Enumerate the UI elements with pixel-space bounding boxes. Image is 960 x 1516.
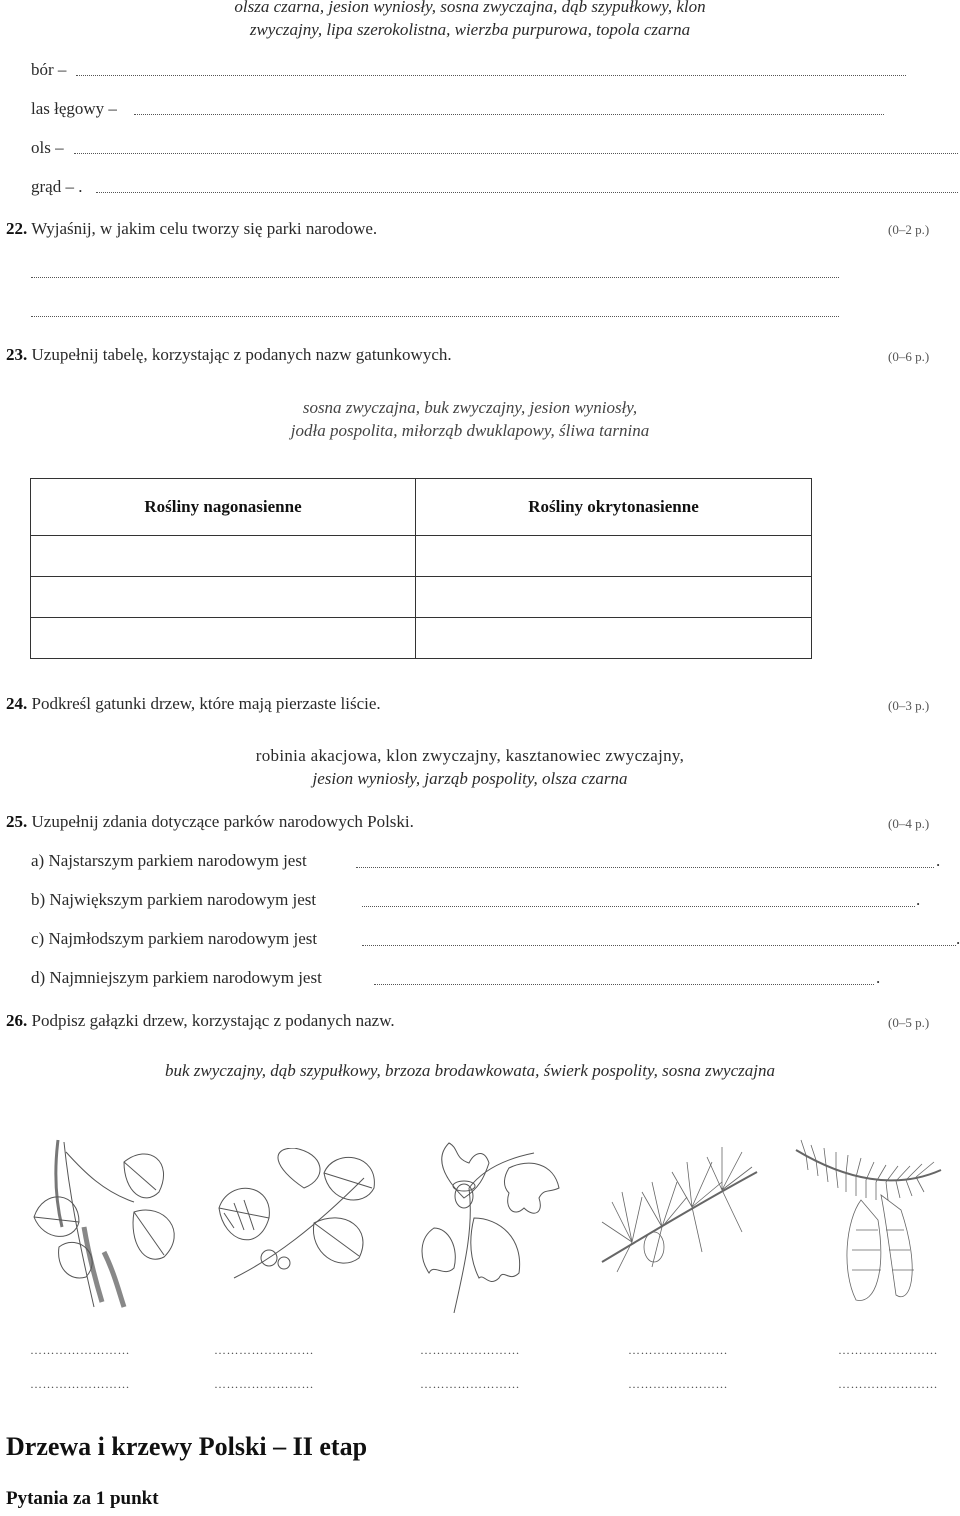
question-number: 26. [6,1011,28,1030]
label-field-5-line-2[interactable]: …………………… [838,1377,938,1391]
pine-twig-illustration [592,1142,762,1282]
answer-label-ols: ols – [31,138,64,157]
answer-field-c[interactable] [362,945,956,946]
birch-twig-illustration [24,1132,194,1312]
table-cell[interactable] [31,577,416,618]
label-field-3-line-2[interactable]: …………………… [420,1377,520,1391]
question-text: Uzupełnij zdania dotyczące parków narodowych Polski. [31,812,414,831]
spruce-twig-illustration [786,1130,946,1310]
points-badge: (0–3 p.) [888,698,930,713]
answer-field-b[interactable] [362,906,915,907]
question-text: Uzupełnij tabelę, korzystając z podanych nazw gatunkowych. [31,345,452,364]
sentence-end: . [876,968,881,987]
beech-twig-illustration [214,1148,384,1288]
points-badge: (0–6 p.) [888,349,930,364]
word-bank-line-1: sosna zwyczajna, buk zwyczajny, jesion wyniosły, [302,398,638,417]
sentence-c: c) Najmłodszym parkiem narodowym jest [31,929,318,948]
label-field-5-line-1[interactable]: …………………… [838,1343,938,1357]
answer-field-q22-line1[interactable] [31,277,839,278]
sentence-end: . [916,890,921,909]
question-number: 24. [6,694,28,713]
classification-table [30,478,812,659]
question-text: Wyjaśnij, w jakim celu tworzy się parki narodowe. [31,219,378,238]
points-badge: (0–2 p.) [888,222,930,237]
points-badge: (0–5 p.) [888,1015,930,1030]
word-bank-line-1: robinia akacjowa, klon zwyczajny, kasztanowiec zwyczajny, [255,746,685,765]
sentence-a: a) Najstarszym parkiem narodowym jest [31,851,307,870]
column-header-gymnosperms: Rośliny nagonasienne [31,479,416,536]
question-number: 25. [6,812,28,831]
question-22 [6,219,377,239]
label-field-4-line-2[interactable]: …………………… [628,1377,728,1391]
word-list-line-1: olsza czarna, jesion wyniosły, sosna zwyczajna, dąb szypułkowy, klon [234,0,706,16]
points-badge: (0–4 p.) [888,816,930,831]
question-25 [6,812,414,832]
label-field-2-line-2[interactable]: …………………… [214,1377,314,1391]
question-23 [6,345,452,365]
word-list-line-2: zwyczajny, lipa szerokolistna, wierzba purpurowa, topola czarna [249,20,691,39]
answer-field-q22-line2[interactable] [31,316,839,317]
table-cell[interactable] [416,618,812,659]
question-text: Podpisz gałązki drzew, korzystając z podanych nazw. [31,1011,395,1030]
word-bank: buk zwyczajny, dąb szypułkowy, brzoza brodawkowata, świerk pospolity, sosna zwyczajna [165,1061,775,1080]
sentence-end: . [936,851,941,870]
oak-twig-illustration [414,1138,564,1313]
question-24 [6,694,381,714]
answer-label-las-legowy: las łęgowy – [31,99,117,118]
section-title: Drzewa i krzewy Polski – II etap [6,1432,368,1461]
question-26 [6,1011,395,1031]
question-number: 23. [6,345,28,364]
answer-field-grad[interactable] [96,192,958,193]
label-field-1-line-2[interactable]: …………………… [30,1377,130,1391]
table-cell[interactable] [416,577,812,618]
section-subtitle: Pytania za 1 punkt [6,1488,159,1509]
label-field-2-line-1[interactable]: …………………… [214,1343,314,1357]
sentence-b: b) Największym parkiem narodowym jest [31,890,317,909]
label-field-3-line-1[interactable]: …………………… [420,1343,520,1357]
sentence-end: . [956,929,960,948]
label-field-1-line-1[interactable]: …………………… [30,1343,130,1357]
table-cell[interactable] [416,536,812,577]
answer-field-d[interactable] [374,984,874,985]
question-text: Podkreśl gatunki drzew, które mają pierzaste liście. [31,694,381,713]
sentence-d: d) Najmniejszym parkiem narodowym jest [31,968,322,987]
answer-field-a[interactable] [356,867,934,868]
table-cell[interactable] [31,618,416,659]
answer-label-bor: bór – [31,60,67,79]
label-field-4-line-1[interactable]: …………………… [628,1343,728,1357]
answer-field-ols[interactable] [74,153,958,154]
column-header-angiosperms: Rośliny okrytonasienne [416,479,812,536]
word-bank-line-2: jesion wyniosły, jarząb pospolity, olsza czarna [312,769,628,788]
answer-field-las-legowy[interactable] [134,114,884,115]
answer-field-bor[interactable] [76,75,906,76]
table-cell[interactable] [31,536,416,577]
answer-label-grad: grąd – . [31,177,83,196]
word-bank-line-2: jodła pospolita, miłorząb dwuklapowy, śliwa tarnina [290,421,650,440]
question-number: 22. [6,219,28,238]
